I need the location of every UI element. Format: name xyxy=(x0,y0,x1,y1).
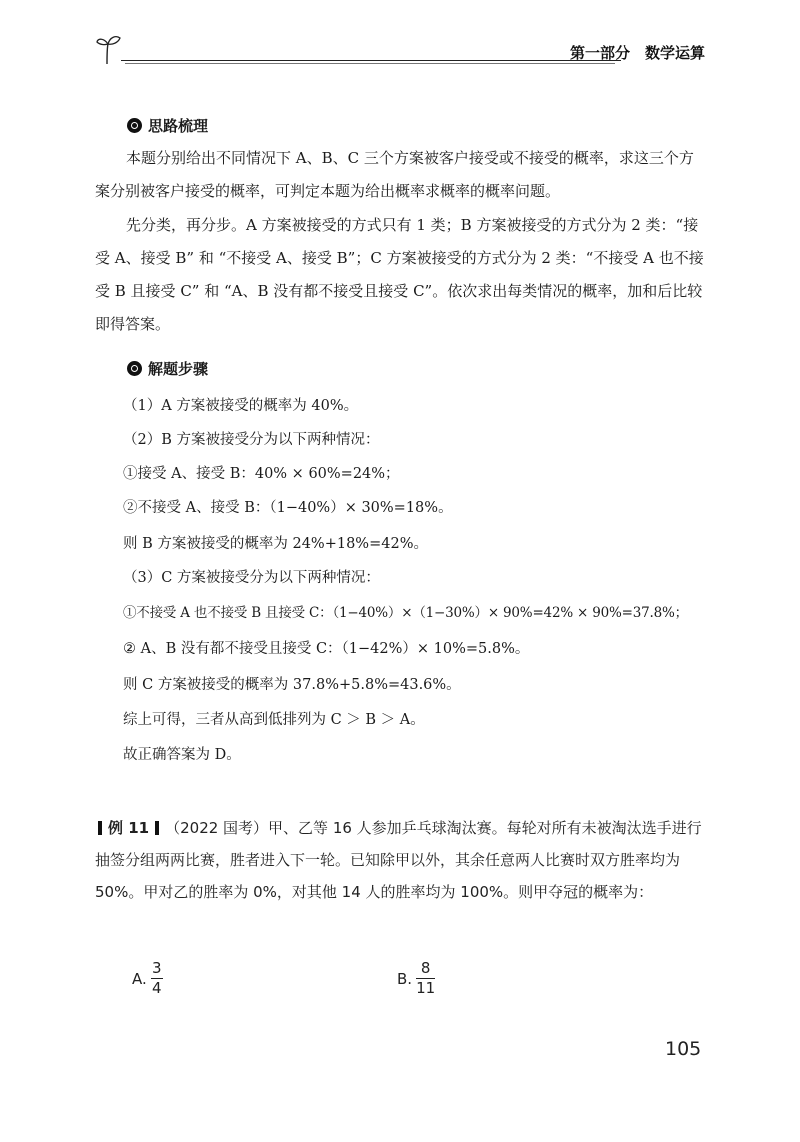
choice-fraction xyxy=(151,960,163,997)
choice-label: B. xyxy=(397,969,413,988)
solution-line: ①接受 A、接受 B：40% × 60%=24%； xyxy=(123,466,400,482)
example-text: （2022 国考）甲、乙等 16 人参加乒乓球淘汰赛。每轮对所有未被淘汰选手进行抽签分组两两比赛，胜者进入下一轮。已知除甲以外，其余任意两人比赛时双方胜率均为 50%。甲对乙的胜率为 0%，对其他 14 人的胜率均为 100%。则甲夺冠的概率为： xyxy=(95,819,702,901)
solution-line: ② A、B 没有都不接受且接受 C：（1−42%）× 10%=5.8%。 xyxy=(123,641,530,657)
solution-line: ②不接受 A、接受 B：（1−40%）× 30%=18%。 xyxy=(123,500,453,516)
fraction-denominator: 11 xyxy=(416,979,436,997)
sprout-icon xyxy=(95,32,123,66)
section-bullet-icon xyxy=(127,118,142,133)
solution-line: ①不接受 A 也不接受 B 且接受 C：（1−40%）×（1−30%）× 90%=42% × 90%=37.8%； xyxy=(123,605,688,621)
fraction-denominator: 4 xyxy=(151,979,162,997)
solution-heading xyxy=(127,358,208,379)
page-number: 105 xyxy=(665,1038,702,1060)
header-title: 第一部分 数学运算 xyxy=(569,44,705,62)
thinking-paragraph-2: 先分类，再分步。A 方案被接受的方式只有 1 类；B 方案被接受的方式分为 2 类：“接受 A、接受 B” 和 “不接受 A、接受 B”；C 方案被接受的方式分为 2 类：“不接受 A 也不接受 B 且接受 C” 和 “A、B 没有都不接受且接受 C”。依次求出每类情况的概率，加和后比较即得答案。 xyxy=(95,216,704,333)
example-question xyxy=(95,812,710,908)
thinking-heading xyxy=(127,115,208,136)
choice-a[interactable] xyxy=(132,960,163,997)
fraction-numerator: 3 xyxy=(151,959,162,977)
tag-bar-right xyxy=(155,821,159,835)
choice-b[interactable] xyxy=(397,960,435,997)
solution-line: （3）C 方案被接受分为以下两种情况： xyxy=(123,570,380,586)
solution-line: 则 B 方案被接受的概率为 24%+18%=42%。 xyxy=(123,536,428,552)
page-header xyxy=(95,30,705,70)
solution-line: （2）B 方案被接受分为以下两种情况： xyxy=(123,432,380,448)
section-bullet-icon xyxy=(127,361,142,376)
solution-heading-label: 解题步骤 xyxy=(148,360,209,378)
thinking-paragraph-1: 本题分别给出不同情况下 A、B、C 三个方案被客户接受或不接受的概率，求这三个方案分别被客户接受的概率，可判定本题为给出概率求概率的概率问题。 xyxy=(95,149,694,200)
example-tag: 例 11 xyxy=(108,819,150,837)
choice-fraction xyxy=(416,960,435,997)
fraction-numerator: 8 xyxy=(420,959,431,977)
thinking-heading-label: 思路梳理 xyxy=(148,117,209,135)
header-rule-shadow xyxy=(125,63,615,64)
solution-line: （1）A 方案被接受的概率为 40%。 xyxy=(123,398,359,414)
choice-label: A. xyxy=(132,969,147,988)
header-rule xyxy=(121,60,621,61)
tag-bar-left xyxy=(98,821,102,835)
solution-line: 综上可得，三者从高到低排列为 C ＞ B ＞ A。 xyxy=(123,712,425,728)
solution-line: 故正确答案为 D。 xyxy=(123,747,241,763)
solution-line: 则 C 方案被接受的概率为 37.8%+5.8%=43.6%。 xyxy=(123,677,461,693)
